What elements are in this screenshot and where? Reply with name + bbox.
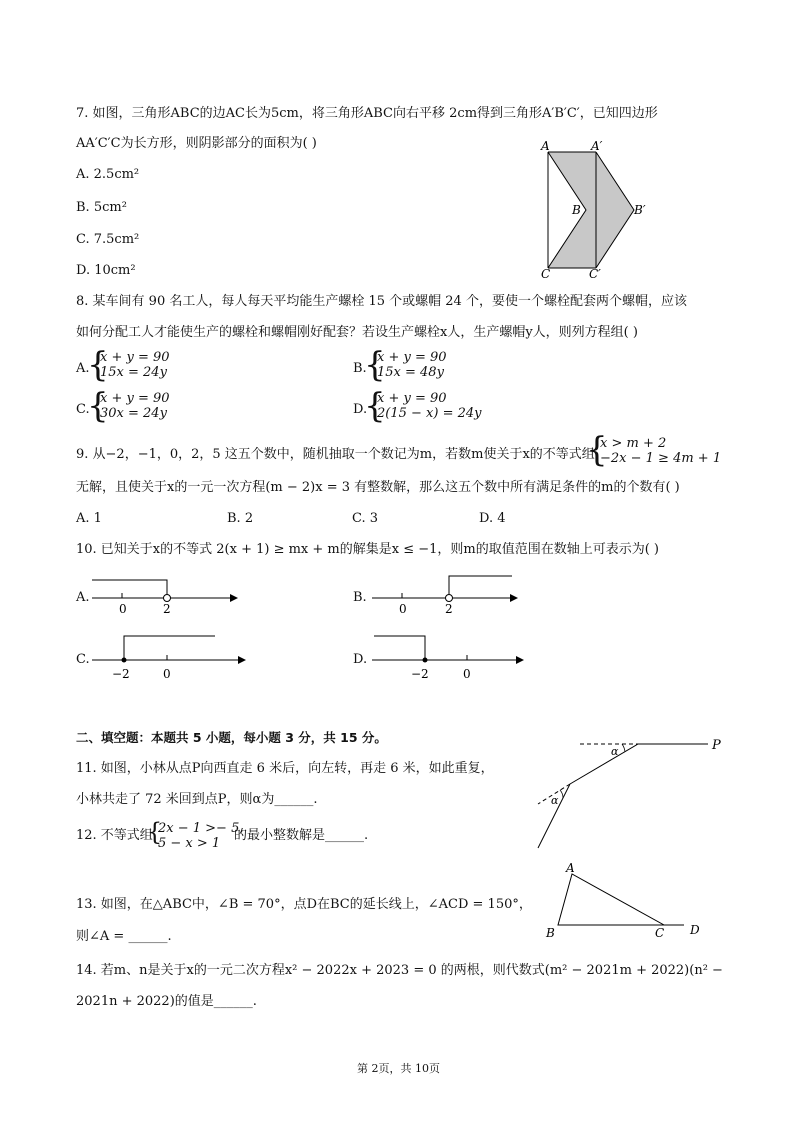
q10-text-line1: 10. 已知关于x的不等式 2(x + 1) ≥ mx + m的解集是x ≤ −1，则m的取值范围在数轴上可表示为( ) — [76, 542, 660, 557]
q11-label-p: P — [712, 738, 721, 753]
page-footer: 第 2页，共 10页 — [357, 1062, 440, 1075]
q8-text-line1: 8. 某车间有 90 名工人，每人每天平均能生产螺栓 15 个或螺帽 24 个，要使一个螺栓配套两个螺帽，应该 — [76, 294, 687, 309]
q9-option-b: B. 2 — [227, 511, 254, 526]
q8-option-b-eq1: x + y = 90 — [377, 350, 447, 365]
q13-label-d: D — [690, 923, 700, 937]
q10-d-tick-neg2: −2 — [411, 667, 429, 681]
section-2-heading: 二、填空题：本题共 5 小题，每小题 3 分，共 15 分。 — [76, 730, 387, 745]
q7-option-c: C. 7.5cm² — [76, 232, 140, 247]
q12-suffix: 的最小整数解是______. — [234, 828, 369, 843]
q9-system-brace: { — [586, 430, 608, 470]
q8-option-c-eq1: x + y = 90 — [100, 391, 170, 406]
q8-option-b-eq2: 15x = 48y — [377, 365, 444, 380]
q9-option-a: A. 1 — [76, 511, 102, 526]
q8-option-d-eq2: 2(15 − x) = 24y — [377, 406, 482, 421]
q9-sys-eq1: x > m + 2 — [600, 436, 667, 451]
q9-text-line2: 无解，且使关于x的一元一次方程(m − 2)x = 3 有整数解，那么这五个数中所有满足条件的m的个数有( ) — [76, 480, 680, 495]
q10-option-b-label: B. — [353, 590, 367, 605]
q13-label-a: A — [566, 861, 575, 875]
q13-label-c: C — [655, 926, 665, 940]
q7-option-b: B. 5cm² — [76, 200, 127, 215]
q13-label-b: B — [546, 926, 555, 940]
q8-option-a-brace: { — [87, 345, 109, 385]
q12-prefix: 12. 不等式组 — [76, 828, 153, 843]
q10-option-c-label: C. — [76, 652, 90, 667]
q8-option-d-eq1: x + y = 90 — [377, 391, 447, 406]
q11-text-line2: 小林共走了 72 米回到点P，则α为______. — [76, 792, 318, 807]
q8-option-a-eq1: x + y = 90 — [100, 350, 170, 365]
q7-text-line1: 7. 如图，三角形ABC的边AC长为5cm，将三角形ABC向右平移 2cm得到三角形A′B′C′，已知四边形 — [76, 106, 658, 121]
q7-label-a: A — [541, 139, 550, 153]
q7-text-line2: AA′C′C为长方形，则阴影部分的面积为( ) — [76, 136, 317, 151]
q7-label-a-prime: A′ — [591, 139, 603, 153]
q9-text-line1: 9. 从−2，−1，0，2，5 这五个数中，随机抽取一个数记为m，若数m使关于x的不等式组 — [76, 447, 595, 462]
q8-option-c-eq2: 30x = 24y — [100, 406, 167, 421]
q7-option-d: D. 10cm² — [76, 263, 136, 278]
q7-label-c: C — [541, 267, 551, 281]
q10-b-tick-2: 2 — [445, 602, 453, 616]
q8-option-d-brace: { — [364, 386, 386, 426]
q8-option-a-label: A. — [76, 361, 90, 376]
q10-a-tick-0: 0 — [119, 602, 127, 616]
q8-text-line2: 如何分配工人才能使生产的螺栓和螺帽刚好配套？若设生产螺栓x人，生产螺帽y人，则列方程组( ) — [76, 325, 638, 340]
q8-option-b-brace: { — [364, 345, 386, 385]
q13-text-line1: 13. 如图，在△ABC中，∠B = 70°，点D在BC的延长线上，∠ACD = 150°， — [76, 897, 532, 912]
q8-option-b-label: B. — [353, 361, 367, 376]
q7-label-b: B — [572, 203, 581, 217]
q7-option-a: A. 2.5cm² — [76, 167, 140, 182]
q9-sys-eq2: −2x − 1 ≥ 4m + 1 — [600, 451, 722, 466]
q10-a-tick-2: 2 — [163, 602, 171, 616]
q8-option-d-label: D. — [353, 402, 368, 417]
q12-system-brace: { — [147, 818, 163, 846]
q12-eq1: 2x − 1 >− 5, — [158, 821, 244, 836]
q8-option-c-label: C. — [76, 402, 90, 417]
q11-label-alpha-2: α — [551, 794, 559, 807]
q13-text-line2: 则∠A = ______. — [76, 929, 172, 944]
q9-option-d: D. 4 — [479, 511, 506, 526]
q11-label-alpha-1: α — [611, 745, 619, 758]
q9-option-c: C. 3 — [352, 511, 379, 526]
q14-text-line2: 2021n + 2022)的值是______. — [76, 994, 257, 1009]
q12-eq2: 5 − x > 1 — [158, 836, 221, 851]
q14-text-line1: 14. 若m、n是关于x的一元二次方程x² − 2022x + 2023 = 0 的两根，则代数式(m² − 2021m + 2022)(n² − — [76, 963, 723, 978]
q7-label-b-prime: B′ — [634, 203, 646, 217]
q10-option-a-label: A. — [76, 590, 90, 605]
q10-option-d-label: D. — [353, 652, 368, 667]
q10-b-tick-0: 0 — [399, 602, 407, 616]
q11-text-line1: 11. 如图，小林从点P向西直走 6 米后，向左转，再走 6 米，如此重复， — [76, 761, 494, 776]
q7-label-c-prime: C′ — [589, 267, 601, 281]
q8-option-c-brace: { — [87, 386, 109, 426]
q10-d-tick-0: 0 — [463, 667, 471, 681]
q10-c-tick-neg2: −2 — [112, 667, 130, 681]
q10-c-tick-0: 0 — [163, 667, 171, 681]
q8-option-a-eq2: 15x = 24y — [100, 365, 167, 380]
